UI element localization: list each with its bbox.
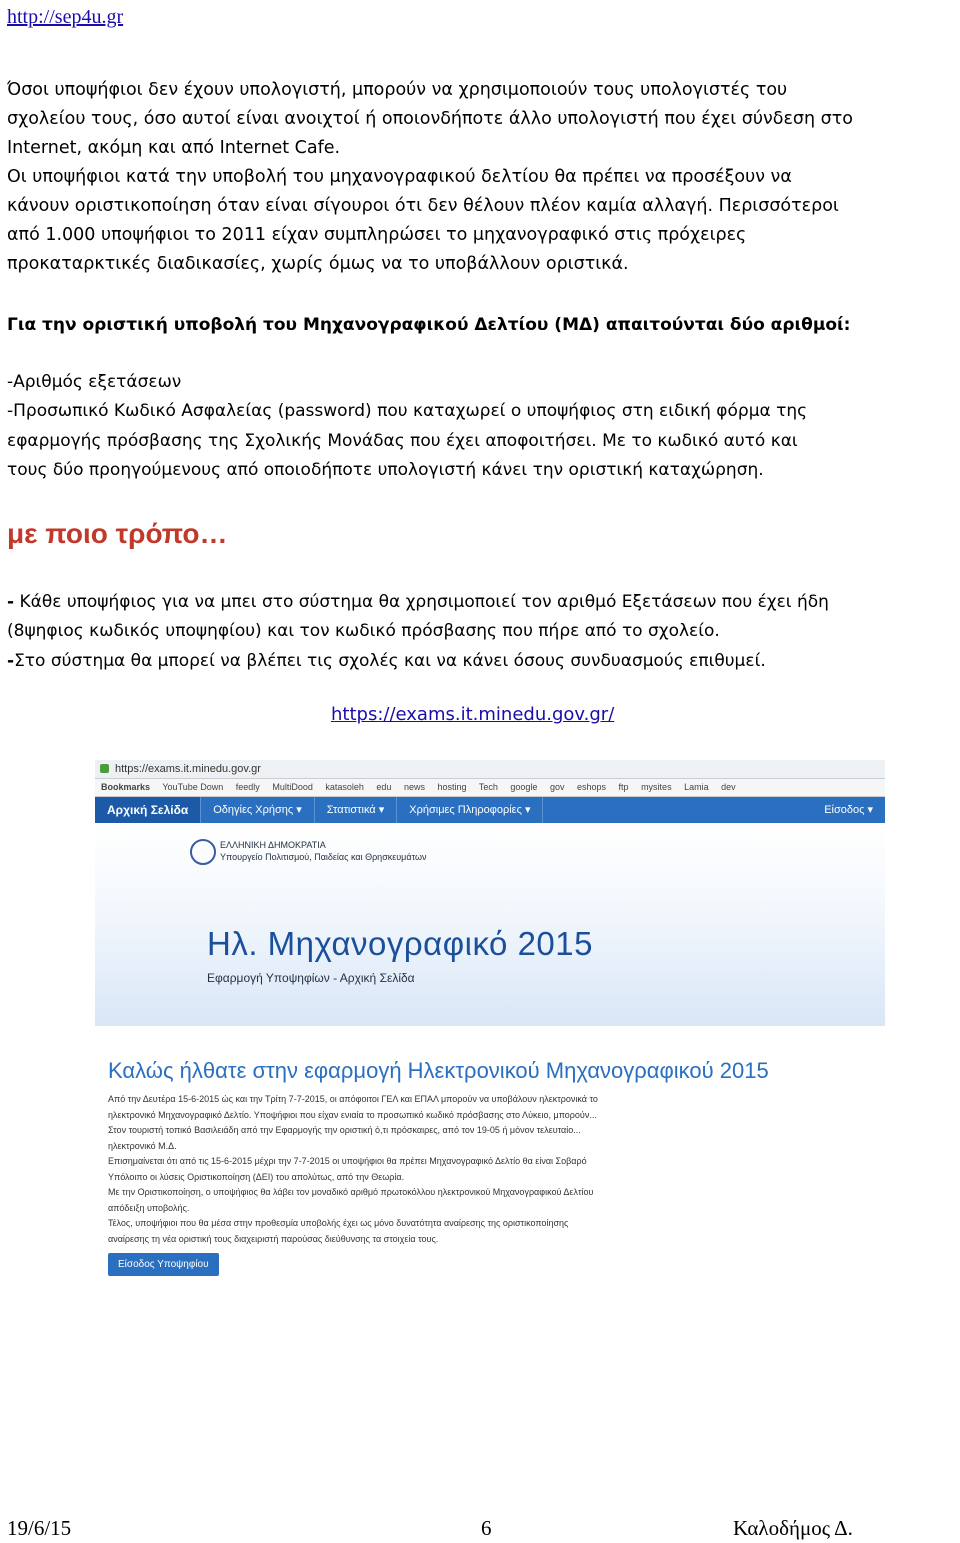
text-line: από 1.000 υποψήφιοι το 2011 είχαν συμπληρώσει το μηχανογραφικό στις πρόχειρες (7, 225, 747, 245)
banner-subtitle: Εφαρμογή Υποψηφίων - Αρχική Σελίδα (207, 971, 415, 985)
nav-home: Αρχική Σελίδα (95, 797, 201, 823)
text-line: Στον τουριστή τοπικό Βασιλειάδη από την Εφαρμογής την οριστική ό,τι πρόσκαιρες, από τον 19-05 ή μόνον τελευταίο... (108, 1125, 581, 1135)
header-link[interactable]: http://sep4u.gr (7, 6, 124, 28)
how-heading: με ποιο τρόπο… (7, 518, 228, 549)
text-line: Όσοι υποψήφιοι δεν έχουν υπολογιστή, μπορούν να χρησιμοποιούν τους υπολογιστές του (7, 80, 788, 100)
emblem-icon (190, 839, 216, 865)
bookmarks-bar (95, 779, 885, 797)
text-line: (8ψηφιος κωδικός υποψηφίου) και τον κωδικό πρόσβασης που πήρε από το σχολείο. (7, 621, 720, 642)
text-line: σχολείου τους, όσο αυτοί είναι ανοιχτοί ή οποιονδήποτε άλλο υπολογιστή που έχει σύνδεση στο (7, 109, 854, 129)
bookmark-item: Tech (478, 782, 498, 792)
text-line: τους δύο προηγούμενους από οποιοδήποτε υπολογιστή κάνει την οριστική καταχώρηση. (7, 459, 764, 480)
text-line: ηλεκτρονικό Μηχανογραφικό Δελτίο. Υποψήφιοι που είχαν ενιαία το προσωπικό κωδικό πρόσβασης στο Λύκειο, μπορούν... (108, 1109, 597, 1120)
candidate-login-button: Είσοδος Υποψηφίου (108, 1253, 219, 1276)
text-line: -Αριθμός εξετάσεων (7, 372, 182, 392)
text-line: προκαταρκτικές διαδικασίες, χωρίς όμως να το υποβάλλουν οριστικά. (7, 254, 629, 274)
text-line: Υπόλοιπο οι λύσεις Οριστικοποίηση (ΔΕΙ) του απολύτως, από την Θεωρία. (108, 1171, 405, 1182)
text-line: Internet, ακόμη και από Internet Cafe. (7, 138, 341, 158)
bookmark-item: Bookmarks (101, 782, 151, 792)
text-line: ηλεκτρονικό Μ.Δ. (108, 1140, 177, 1151)
exams-link[interactable]: https://exams.it.minedu.gov.gr/ (331, 704, 615, 725)
footer-page-number: 6 (481, 1516, 492, 1540)
bookmark-item: mysites (641, 782, 672, 792)
bookmark-item: MultiDood (272, 782, 313, 792)
banner-title: Ηλ. Μηχανογραφικό 2015 (207, 925, 593, 962)
welcome-title: Καλώς ήλθατε στην εφαρμογή Ηλεκτρονικού Μηχανογραφικού 2015 (108, 1058, 769, 1083)
bookmark-item: edu (376, 782, 392, 792)
nav-login: Είσοδος ▾ (824, 804, 873, 816)
text-line (7, 647, 959, 676)
requirements-heading: Για την οριστική υποβολή του Μηχανογραφικού Δελτίου (ΜΔ) απαιτούνται δύο αριθμοί: (7, 315, 851, 335)
screenshot-welcome (108, 1058, 848, 1293)
screenshot-banner (95, 760, 885, 1026)
bookmark-item: dev (721, 782, 736, 792)
footer-author: Καλοδήμος Δ. (733, 1516, 853, 1540)
bookmark-item: YouTube Down (162, 782, 224, 792)
bookmark-item: ftp (618, 782, 629, 792)
text-line: Οι υποψήφιοι κατά την υποβολή του μηχανογραφικού δελτίου θα πρέπει να προσέξουν να (7, 167, 792, 187)
text-line (7, 588, 959, 617)
text-span: Κάθε υποψήφιος για να μπει στο σύστημα θα χρησιμοποιεί τον αριθμό Εξετάσεων που έχει ήδη (14, 592, 829, 612)
footer-date: 19/6/15 (7, 1516, 72, 1540)
text-line: Επισημαίνεται ότι από τις 15-6-2015 μέχρι την 7-7-2015 οι υποψήφιοι θα πρέπει Μηχανογραφικό Δελτίο θα είναι Σοβαρό (108, 1156, 587, 1166)
ministry-line: ΕΛΛΗΝΙΚΗ ΔΗΜΟΚΡΑΤΙΑ (220, 840, 326, 850)
bookmark-item: news (403, 782, 425, 792)
instructions (7, 588, 959, 676)
bookmark-item: eshops (576, 782, 607, 792)
lock-icon (100, 764, 109, 773)
nav-instructions: Οδηγίες Χρήσης ▾ (201, 797, 315, 823)
text-line: εφαρμογής πρόσβασης της Σχολικής Μονάδας που έχει αποφοιτήσει. Με το κωδικό αυτό και (7, 430, 798, 451)
bookmark-item: google (510, 782, 538, 792)
address-text: https://exams.it.minedu.gov.gr (115, 763, 261, 775)
text-line: Από την Δευτέρα 15-6-2015 ώς και την Τρίτη 7-7-2015, οι απόφοιτοι ΓΕΛ και ΕΠΑΛ μπορούν να υποβάλουν ηλεκτρονικά το (108, 1094, 598, 1104)
dash: - (7, 650, 15, 671)
banner (95, 823, 885, 1026)
intro-paragraph (7, 76, 957, 279)
address-bar (95, 760, 885, 779)
bookmark-item: gov (549, 782, 565, 792)
requirements-list (7, 368, 959, 485)
text-line: Με την Οριστικοποίηση, ο υποψήφιος θα λάβει τον μοναδικό αριθμό πρωτοκόλλου ηλεκτρονικού Μηχανογραφικού Δελτίου (108, 1187, 594, 1197)
text-span: Στο σύστημα θα μπορεί να βλέπει τις σχολές και να κάνει όσους συνδυασμούς επιθυμεί. (14, 650, 766, 671)
dash: - (7, 592, 15, 612)
bookmark-item: hosting (437, 782, 467, 792)
bookmark-item: feedly (235, 782, 260, 792)
text-line: κάνουν οριστικοποίηση όταν είναι σίγουροι ότι δεν θέλουν πλέον καμία αλλαγή. Περισσότεροι (7, 196, 839, 216)
text-line: -Προσωπικό Κωδικό Ασφαλείας (password) που καταχωρεί ο υποψήφιος στη ειδική φόρμα της (7, 401, 808, 422)
bookmark-item: Lamia (684, 782, 709, 792)
nav-info: Χρήσιμες Πληροφορίες ▾ (397, 797, 543, 823)
nav-statistics: Στατιστικά ▾ (315, 797, 398, 823)
text-line: απόδειξη υποβολής. (108, 1202, 190, 1213)
text-line: αναίρεσης τη νέα οριστική τους διαχειριστή παρούσας διεύθυνσης τα στοιχεία τους. (108, 1233, 439, 1244)
ministry-line: Υπουργείο Πολιτισμού, Παιδείας και Θρησκευμάτων (220, 852, 427, 862)
bookmark-item: katasoleh (325, 782, 364, 792)
site-nav (95, 797, 885, 823)
text-line: Τέλος, υποψήφιοι που θα μέσα στην προθεσμία υποβολής έχει ως μόνο δυνατότητα αναίρεσης της οριστικοποίησης (108, 1218, 569, 1228)
ministry-label (220, 839, 427, 863)
